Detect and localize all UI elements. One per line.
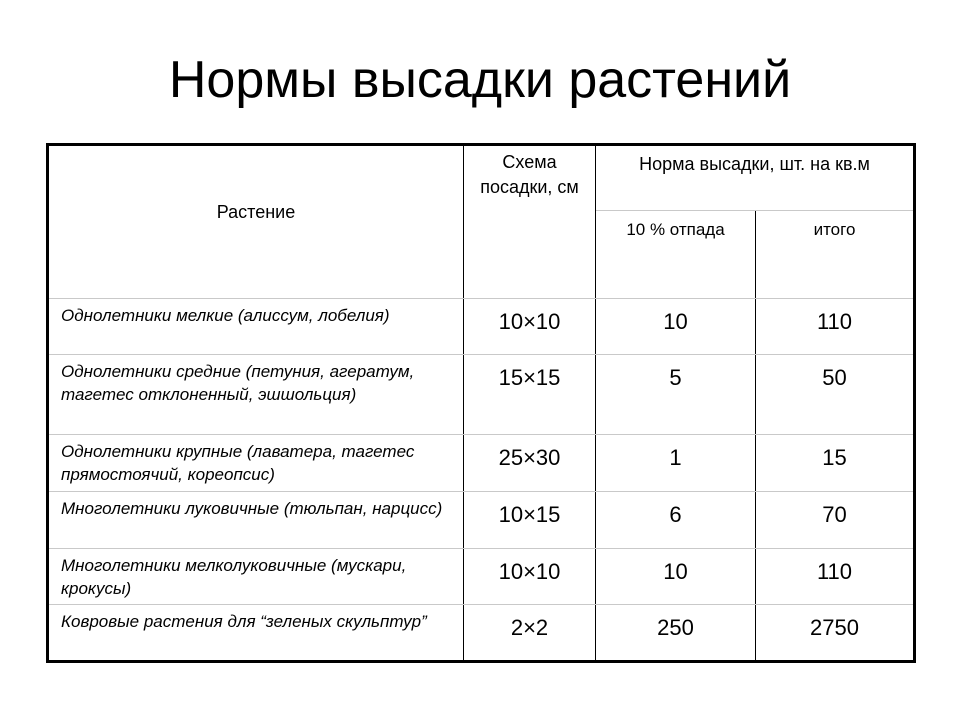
table-row xyxy=(48,435,915,492)
waste-cell: 5 xyxy=(596,355,756,435)
table-row xyxy=(48,492,915,549)
plant-cell: Однолетники крупные (лаватера, тагетес прямостоячий, кореопсис) xyxy=(48,435,464,492)
waste-cell: 250 xyxy=(596,605,756,662)
total-cell: 110 xyxy=(756,299,915,355)
scheme-cell: 15×15 xyxy=(464,355,596,435)
plant-cell: Ковровые растения для “зеленых скульптур” xyxy=(48,605,464,662)
scheme-cell: 10×10 xyxy=(464,299,596,355)
waste-cell: 1 xyxy=(596,435,756,492)
plant-cell: Однолетники средние (петуния, агератум, тагетес отклоненный, эшшольция) xyxy=(48,355,464,435)
waste-cell: 6 xyxy=(596,492,756,549)
total-cell: 70 xyxy=(756,492,915,549)
total-cell: 15 xyxy=(756,435,915,492)
header-waste: 10 % отпада xyxy=(596,211,756,299)
scheme-cell: 10×15 xyxy=(464,492,596,549)
planting-norms-table xyxy=(46,143,916,663)
plant-cell: Однолетники мелкие (алиссум, лобелия) xyxy=(48,299,464,355)
plant-cell: Многолетники луковичные (тюльпан, нарцисс) xyxy=(48,492,464,549)
header-row xyxy=(48,145,915,211)
plant-cell: Многолетники мелколуковичные (мускари, крокусы) xyxy=(48,549,464,605)
slide-title: Нормы высадки растений xyxy=(168,51,792,109)
table-row xyxy=(48,605,915,662)
scheme-cell: 25×30 xyxy=(464,435,596,492)
total-cell: 50 xyxy=(756,355,915,435)
header-total: итого xyxy=(756,211,915,299)
header-scheme: Схема посадки, см xyxy=(464,145,596,299)
table-row xyxy=(48,549,915,605)
scheme-cell: 2×2 xyxy=(464,605,596,662)
waste-cell: 10 xyxy=(596,549,756,605)
header-plant: Растение xyxy=(48,145,464,299)
waste-cell: 10 xyxy=(596,299,756,355)
header-norm: Норма высадки, шт. на кв.м xyxy=(596,145,915,211)
table-row xyxy=(48,299,915,355)
total-cell: 2750 xyxy=(756,605,915,662)
scheme-cell: 10×10 xyxy=(464,549,596,605)
total-cell: 110 xyxy=(756,549,915,605)
table-row xyxy=(48,355,915,435)
